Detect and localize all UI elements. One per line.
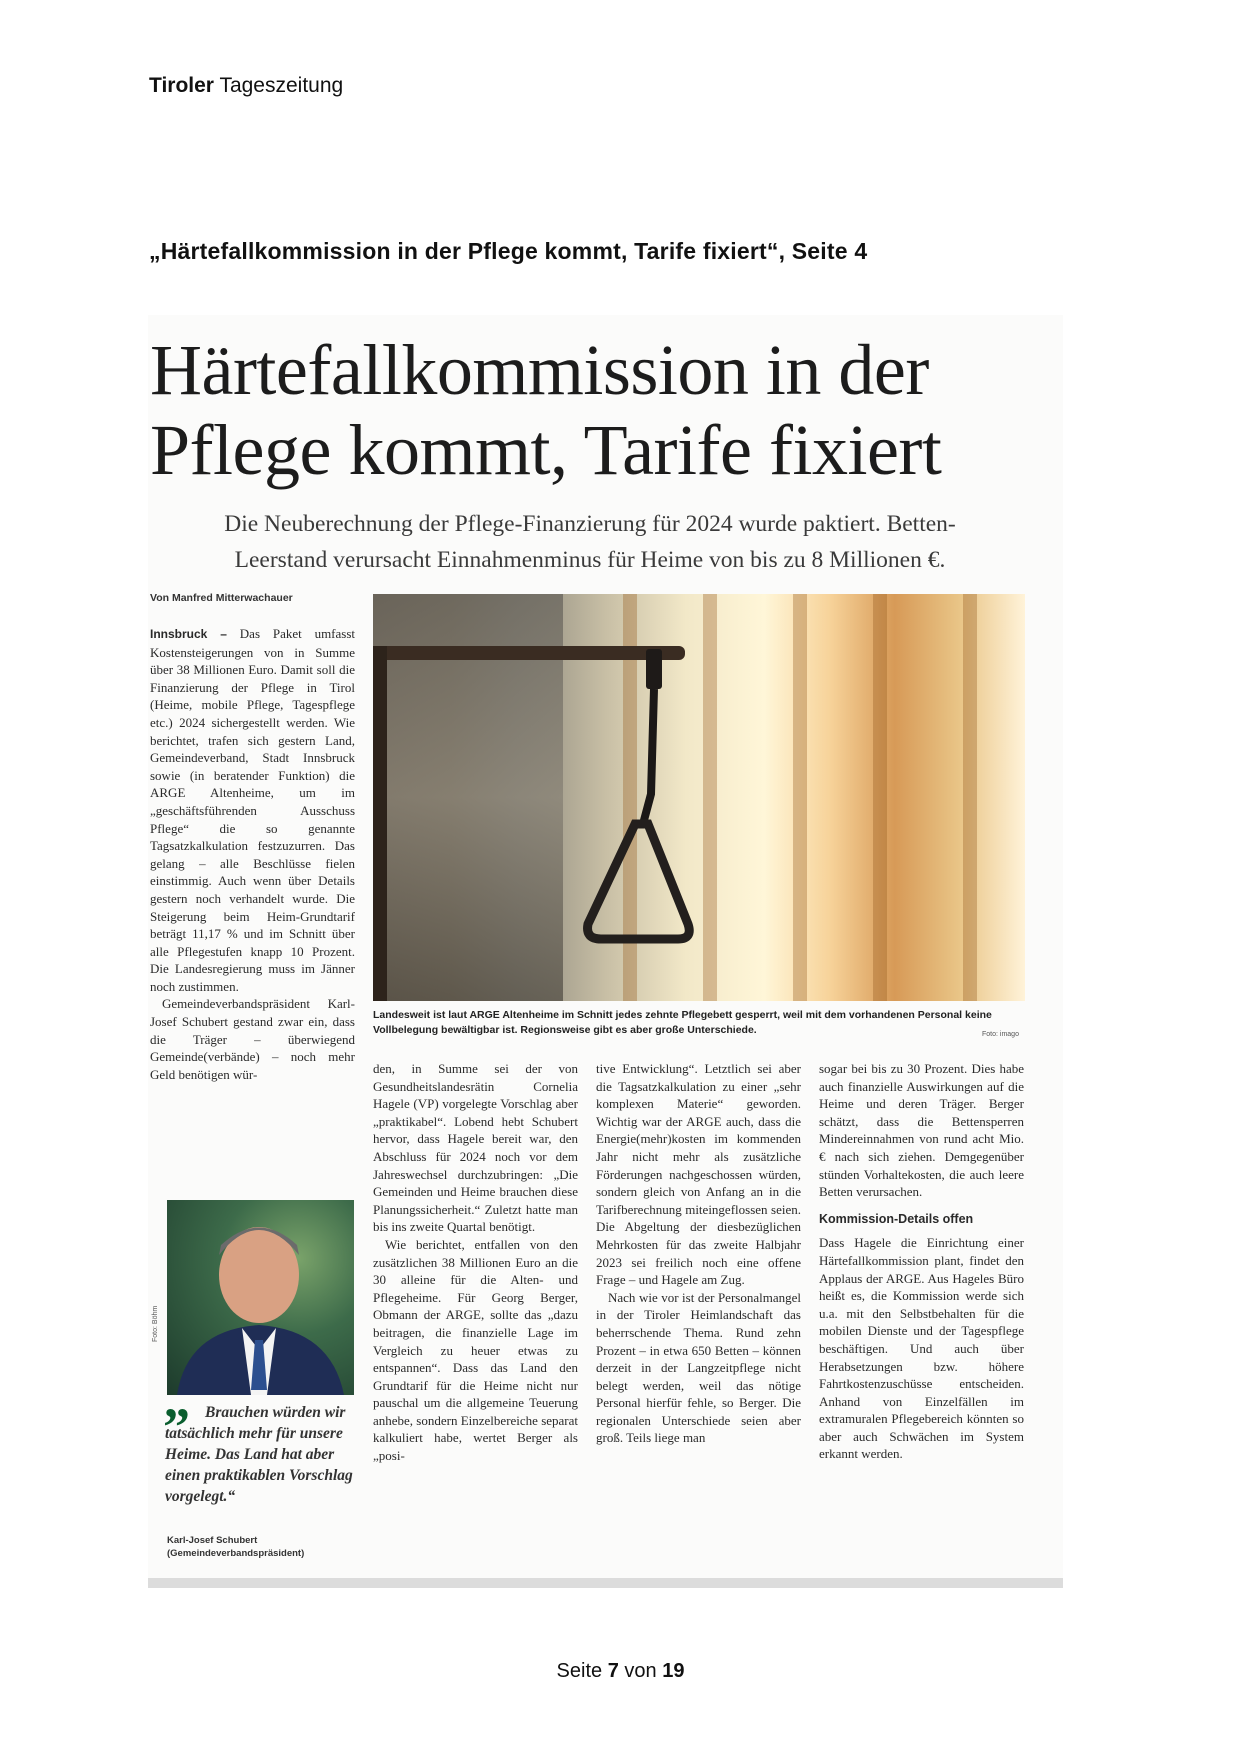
quote-author (167, 1534, 357, 1560)
quote-mark-icon: ” (163, 1397, 190, 1457)
lift-strap (643, 689, 654, 824)
lift-triangle-grip (588, 824, 690, 939)
pull-quote: Brauchen würden wir tatsächlich mehr für unsere Heime. Das Land hat aber einen praktikablen Vorschlag vorgelegt.“ (165, 1404, 353, 1505)
article-column-4 (819, 1060, 1024, 1463)
lift-bar (373, 646, 685, 660)
column-1-paragraph-1 (150, 625, 355, 995)
footer-current-page: 7 (607, 1660, 619, 1682)
column-2-paragraph-2: Wie berichtet, entfallen von den zusätzlichen 38 Millionen Euro an die 30 alleine für die Alten- und Pflegeheime. Für Georg Berger, Obmann der ARGE, sollte das „dazu beitragen, die finanzielle Lage im Vergleich zu heuer etwas zu entspannen“. Dass das Land den Grundtarif für die Heime nicht nur pauschal um die allgemeine Teuerung anhebe, sondern Einzelbereiche separat kalkuliert habe, wertet Berger als „posi- (373, 1236, 579, 1464)
photo-credit: Foto: imago (982, 1031, 1019, 1038)
portrait-photo (167, 1200, 354, 1395)
photo-caption: Landesweit ist laut ARGE Altenheime im Schnitt jedes zehnte Pflegebett gesperrt, weil mit dem vorhandenen Personal keine Vollbelegung bewältigbar ist. Regionsweise gibt es aber große Unterschiede. (373, 1009, 992, 1036)
portrait-person-icon (167, 1200, 354, 1395)
publication-name (149, 74, 343, 98)
column-4-subtitle: Kommission-Details offen (819, 1211, 974, 1226)
subhead-line-1: Die Neuberechnung der Pflege-Finanzierung für 2024 wurde paktiert. Betten- (224, 511, 956, 537)
column-4-paragraph-1: sogar bei bis zu 30 Prozent. Dies habe auch finanzielle Auswirkungen auf die Heime und deren Träger. Berger schätzt, dass die Bettensperren Mindereinnahmen von rund acht Mio. € nach sich ziehen. Demgegenüber stünden Vorhaltekosten, die auch leere Betten verursachen. (819, 1061, 1024, 1200)
headline-line-2: Pflege kommt, Tarife fixiert (150, 410, 942, 490)
lift-pole (373, 646, 387, 1001)
article-photo (373, 594, 1025, 1001)
article-subhead (150, 506, 1030, 578)
article-column-1 (150, 625, 355, 1083)
document-title: „Härtefallkommission in der Pflege kommt, Tarife fixiert“, Seite 4 (149, 238, 868, 264)
column-3-paragraph-1: tive Entwicklung“. Letztlich sei aber die Tagsatzkalkulation zu einer „sehr komplexen Materie“ geworden. Wichtig war der ARGE auch, dass die Energie(mehr)kosten im kommenden Jahr nicht mehr als zusätzliche Förderungen nachgeschossen würden, sondern gleich von Anfang an in die Tarifberechnung miteingeflossen seien. Die Abgeltung der diesbezüglichen Mehrkosten für das zweite Halbjahr 2023 sei freilich noch eine offene Frage – und Hagele am Zug. (596, 1061, 801, 1288)
quote-author-role: (Gemeindeverbandspräsident) (167, 1548, 305, 1559)
column-1-paragraph-2: Gemeindeverbandspräsident Karl-Josef Schubert gestand zwar ein, dass die Träger – überwiegend Gemeinde(verbände) – noch mehr Geld benötigen wür- (150, 996, 355, 1082)
footer-prefix: Seite (556, 1660, 603, 1682)
patient-lift-handle-icon (373, 594, 1025, 1001)
dateline: Innsbruck – (150, 627, 227, 641)
publication-name-rest: Tageszeitung (219, 74, 344, 97)
footer-total-pages: 19 (662, 1660, 685, 1682)
subhead-line-2: Leerstand verursacht Einnahmenminus für Heime von bis zu 8 Millionen €. (234, 547, 946, 573)
column-1-text-1: Das Paket umfasst Kostensteigerungen von in Summe über 38 Millionen Euro. Damit soll die Finanzierung der Pflege in Tirol (Heime, mobile Pflege, Tagespflege etc.) 2024 sichergestellt werden. Wie berichtet, trafen sich gestern Land, Gemeindeverband, Stadt Innsbruck sowie (in beratender Funktion) die ARGE Altenheime, um im „geschäftsführenden Ausschuss Pflege“ die so genannte Tagsatzkalkulation festzuzurren. Das gelang – alle Beschlüsse fielen einstimmig. Auch wenn über Details gestern noch verhandelt wurde. Die Steigerung beim Heim-Grundtarif beträgt 11,17 % und im Schnitt über alle Pflegestufen knapp 10 Prozent. Die Landesregierung muss im Jänner noch zustimmen. (150, 626, 356, 994)
headline-line-1: Härtefallkommission in der (150, 330, 929, 410)
lift-strap-clip (646, 649, 662, 689)
portrait-credit: Foto: Böhm (152, 1305, 159, 1342)
page-footer (0, 1660, 1241, 1683)
column-3-paragraph-2: Nach wie vor ist der Personalmangel in der Tiroler Heimlandschaft das beherrschende Thema. Rund zehn Prozent – in etwa 650 Betten – können derzeit in der Langzeitpflege nicht belegt werden, weil das nötige Personal hierfür fehle, so Berger. Die regionalen Unterschiede seien aber groß. Teils liege man (596, 1289, 801, 1446)
article-column-2 (373, 1060, 578, 1465)
article-byline: Von Manfred Mitterwachauer (150, 592, 293, 604)
clipping-edge (148, 1578, 1063, 1588)
article-column-3 (596, 1060, 801, 1447)
column-2-paragraph-1: den, in Summe sei der von Gesundheitslandesrätin Cornelia Hagele (VP) vorgelegte Vorschlag aber „praktikabel“. Lobend hebt Schubert hervor, dass Hagele bereit war, den Abschluss für 2024 noch vor dem Jahreswechsel durchzubringen: „Die Gemeinden und Heime brauchen diese Planungssicherheit.“ Zuletzt hatte man bis ins zweite Quartal benötigt. (373, 1061, 578, 1235)
publication-name-bold: Tiroler (149, 74, 214, 97)
article-headline (150, 330, 1030, 490)
quote-author-name: Karl-Josef Schubert (167, 1535, 258, 1546)
column-4-paragraph-2: Dass Hagele die Einrichtung einer Härtefallkommission plant, findet den Applaus der ARGE. Aus Hageles Büro heißt es, die Kommission werde sich u.a. mit den Selbstbehalten für die mobilen Dienste und der Tagespflege beschäftigen. Und auch über Herabsetzungen bzw. höhere Fahrtkostenzuschüsse entscheiden. Anhand von Einzelfällen im extramuralen Pflegebereich könnten so aber auch Schwächen im System erkannt werden. (819, 1235, 1024, 1462)
footer-middle: von (624, 1660, 657, 1682)
